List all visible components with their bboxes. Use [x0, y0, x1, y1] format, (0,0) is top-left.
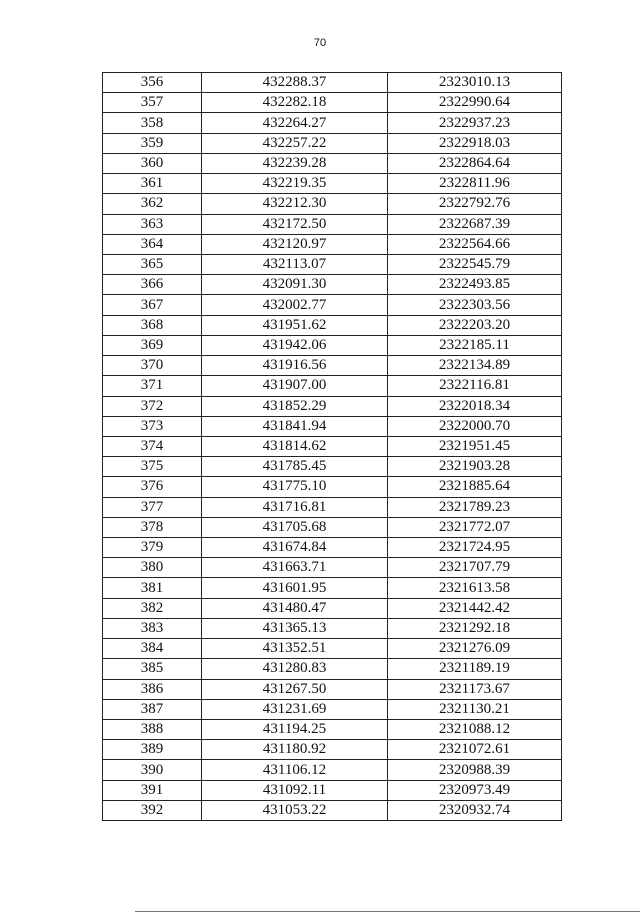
y-coordinate-cell: 2321707.79 — [388, 558, 562, 578]
x-coordinate-cell: 431053.22 — [202, 800, 388, 820]
point-number-cell: 381 — [103, 578, 202, 598]
y-coordinate-cell: 2321903.28 — [388, 457, 562, 477]
point-number-cell: 378 — [103, 517, 202, 537]
point-number-cell: 364 — [103, 234, 202, 254]
y-coordinate-cell: 2321173.67 — [388, 679, 562, 699]
y-coordinate-cell: 2322203.20 — [388, 315, 562, 335]
point-number-cell: 366 — [103, 275, 202, 295]
y-coordinate-cell: 2320932.74 — [388, 800, 562, 820]
x-coordinate-cell: 431907.00 — [202, 376, 388, 396]
x-coordinate-cell: 431852.29 — [202, 396, 388, 416]
y-coordinate-cell: 2321885.64 — [388, 477, 562, 497]
x-coordinate-cell: 432172.50 — [202, 214, 388, 234]
x-coordinate-cell: 431231.69 — [202, 699, 388, 719]
table-row — [103, 538, 562, 558]
x-coordinate-cell: 431352.51 — [202, 639, 388, 659]
point-number-cell: 371 — [103, 376, 202, 396]
point-number-cell: 358 — [103, 113, 202, 133]
point-number-cell: 372 — [103, 396, 202, 416]
y-coordinate-cell: 2322811.96 — [388, 174, 562, 194]
y-coordinate-cell: 2321789.23 — [388, 497, 562, 517]
x-coordinate-cell: 431785.45 — [202, 457, 388, 477]
table-row — [103, 517, 562, 537]
table-row — [103, 497, 562, 517]
y-coordinate-cell: 2322937.23 — [388, 113, 562, 133]
point-number-cell: 384 — [103, 639, 202, 659]
y-coordinate-cell: 2322545.79 — [388, 254, 562, 274]
y-coordinate-cell: 2322864.64 — [388, 153, 562, 173]
x-coordinate-cell: 432288.37 — [202, 73, 388, 93]
point-number-cell: 376 — [103, 477, 202, 497]
table-row — [103, 315, 562, 335]
table-row — [103, 598, 562, 618]
point-number-cell: 369 — [103, 335, 202, 355]
point-number-cell: 368 — [103, 315, 202, 335]
x-coordinate-cell: 431663.71 — [202, 558, 388, 578]
y-coordinate-cell: 2321613.58 — [388, 578, 562, 598]
table-row — [103, 760, 562, 780]
table-row — [103, 254, 562, 274]
point-number-cell: 370 — [103, 356, 202, 376]
x-coordinate-cell: 431106.12 — [202, 760, 388, 780]
x-coordinate-cell: 431814.62 — [202, 436, 388, 456]
y-coordinate-cell: 2321072.61 — [388, 740, 562, 760]
y-coordinate-cell: 2321292.18 — [388, 618, 562, 638]
x-coordinate-cell: 431180.92 — [202, 740, 388, 760]
y-coordinate-cell: 2322116.81 — [388, 376, 562, 396]
point-number-cell: 388 — [103, 720, 202, 740]
page-number: 70 — [313, 37, 327, 49]
y-coordinate-cell: 2321276.09 — [388, 639, 562, 659]
y-coordinate-cell: 2321951.45 — [388, 436, 562, 456]
table-row — [103, 416, 562, 436]
y-coordinate-cell: 2320988.39 — [388, 760, 562, 780]
y-coordinate-cell: 2322493.85 — [388, 275, 562, 295]
table-row — [103, 457, 562, 477]
y-coordinate-cell: 2322564.66 — [388, 234, 562, 254]
x-coordinate-cell: 431194.25 — [202, 720, 388, 740]
x-coordinate-cell: 431716.81 — [202, 497, 388, 517]
point-number-cell: 373 — [103, 416, 202, 436]
table-row — [103, 214, 562, 234]
page-bottom-rule — [135, 911, 640, 912]
y-coordinate-cell: 2322303.56 — [388, 295, 562, 315]
table-row — [103, 234, 562, 254]
y-coordinate-cell: 2321088.12 — [388, 720, 562, 740]
x-coordinate-cell: 432091.30 — [202, 275, 388, 295]
table-row — [103, 356, 562, 376]
point-number-cell: 363 — [103, 214, 202, 234]
coordinates-table — [102, 72, 562, 821]
y-coordinate-cell: 2322000.70 — [388, 416, 562, 436]
x-coordinate-cell: 431951.62 — [202, 315, 388, 335]
point-number-cell: 367 — [103, 295, 202, 315]
point-number-cell: 391 — [103, 780, 202, 800]
table-row — [103, 396, 562, 416]
point-number-cell: 357 — [103, 93, 202, 113]
table-row — [103, 740, 562, 760]
table-row — [103, 133, 562, 153]
table-row — [103, 578, 562, 598]
table-row — [103, 477, 562, 497]
x-coordinate-cell: 432212.30 — [202, 194, 388, 214]
table-row — [103, 699, 562, 719]
x-coordinate-cell: 431601.95 — [202, 578, 388, 598]
table-row — [103, 436, 562, 456]
x-coordinate-cell: 431942.06 — [202, 335, 388, 355]
x-coordinate-cell: 431365.13 — [202, 618, 388, 638]
table-row — [103, 73, 562, 93]
coordinates-table-body — [103, 73, 562, 821]
y-coordinate-cell: 2321130.21 — [388, 699, 562, 719]
x-coordinate-cell: 431674.84 — [202, 538, 388, 558]
y-coordinate-cell: 2322990.64 — [388, 93, 562, 113]
x-coordinate-cell: 432120.97 — [202, 234, 388, 254]
table-row — [103, 639, 562, 659]
x-coordinate-cell: 432002.77 — [202, 295, 388, 315]
table-row — [103, 376, 562, 396]
x-coordinate-cell: 432219.35 — [202, 174, 388, 194]
x-coordinate-cell: 432113.07 — [202, 254, 388, 274]
point-number-cell: 383 — [103, 618, 202, 638]
point-number-cell: 362 — [103, 194, 202, 214]
point-number-cell: 382 — [103, 598, 202, 618]
table-row — [103, 720, 562, 740]
x-coordinate-cell: 431916.56 — [202, 356, 388, 376]
table-row — [103, 113, 562, 133]
point-number-cell: 356 — [103, 73, 202, 93]
y-coordinate-cell: 2320973.49 — [388, 780, 562, 800]
x-coordinate-cell: 432239.28 — [202, 153, 388, 173]
point-number-cell: 392 — [103, 800, 202, 820]
point-number-cell: 390 — [103, 760, 202, 780]
x-coordinate-cell: 431267.50 — [202, 679, 388, 699]
x-coordinate-cell: 431280.83 — [202, 659, 388, 679]
table-row — [103, 93, 562, 113]
table-row — [103, 679, 562, 699]
point-number-cell: 379 — [103, 538, 202, 558]
table-row — [103, 558, 562, 578]
x-coordinate-cell: 431705.68 — [202, 517, 388, 537]
x-coordinate-cell: 432282.18 — [202, 93, 388, 113]
y-coordinate-cell: 2322134.89 — [388, 356, 562, 376]
table-row — [103, 335, 562, 355]
point-number-cell: 374 — [103, 436, 202, 456]
point-number-cell: 365 — [103, 254, 202, 274]
table-row — [103, 780, 562, 800]
table-row — [103, 153, 562, 173]
x-coordinate-cell: 431092.11 — [202, 780, 388, 800]
table-row — [103, 618, 562, 638]
y-coordinate-cell: 2321724.95 — [388, 538, 562, 558]
point-number-cell: 389 — [103, 740, 202, 760]
x-coordinate-cell: 432264.27 — [202, 113, 388, 133]
x-coordinate-cell: 431775.10 — [202, 477, 388, 497]
y-coordinate-cell: 2322918.03 — [388, 133, 562, 153]
table-row — [103, 194, 562, 214]
point-number-cell: 375 — [103, 457, 202, 477]
point-number-cell: 385 — [103, 659, 202, 679]
x-coordinate-cell: 431841.94 — [202, 416, 388, 436]
y-coordinate-cell: 2322185.11 — [388, 335, 562, 355]
y-coordinate-cell: 2321442.42 — [388, 598, 562, 618]
x-coordinate-cell: 431480.47 — [202, 598, 388, 618]
table-row — [103, 174, 562, 194]
table-row — [103, 295, 562, 315]
y-coordinate-cell: 2321772.07 — [388, 517, 562, 537]
y-coordinate-cell: 2322792.76 — [388, 194, 562, 214]
point-number-cell: 360 — [103, 153, 202, 173]
point-number-cell: 387 — [103, 699, 202, 719]
y-coordinate-cell: 2323010.13 — [388, 73, 562, 93]
y-coordinate-cell: 2322687.39 — [388, 214, 562, 234]
x-coordinate-cell: 432257.22 — [202, 133, 388, 153]
point-number-cell: 380 — [103, 558, 202, 578]
y-coordinate-cell: 2322018.34 — [388, 396, 562, 416]
table-row — [103, 800, 562, 820]
point-number-cell: 386 — [103, 679, 202, 699]
point-number-cell: 377 — [103, 497, 202, 517]
y-coordinate-cell: 2321189.19 — [388, 659, 562, 679]
table-row — [103, 275, 562, 295]
point-number-cell: 359 — [103, 133, 202, 153]
table-row — [103, 659, 562, 679]
point-number-cell: 361 — [103, 174, 202, 194]
